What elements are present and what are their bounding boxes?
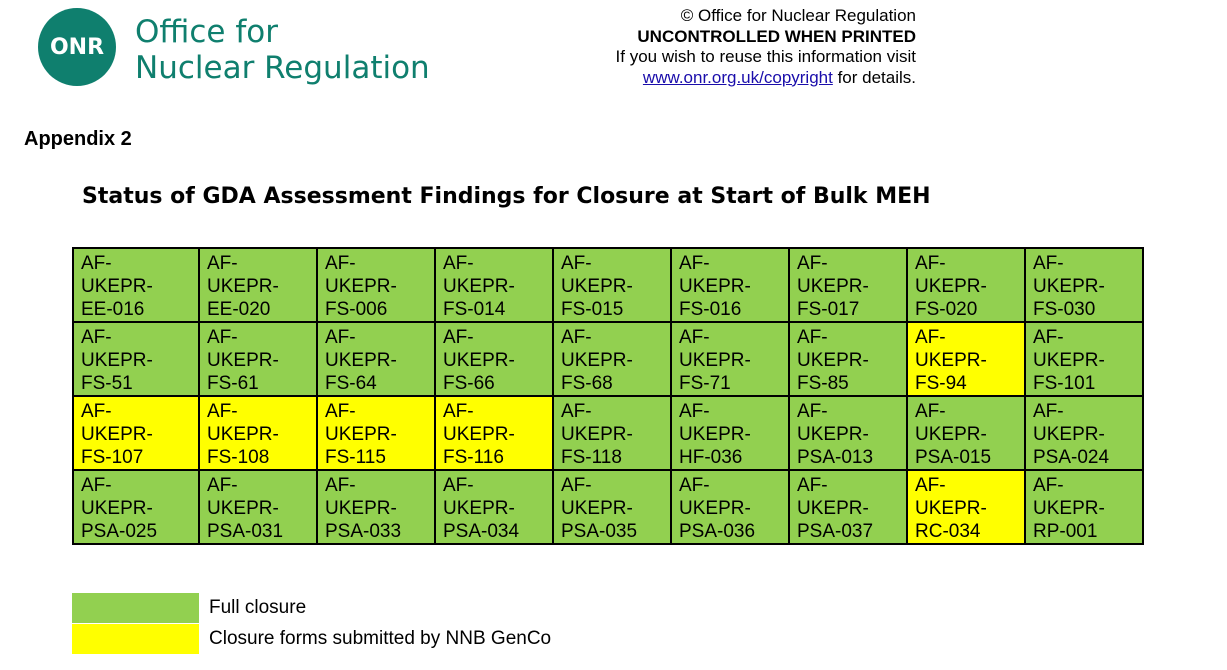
finding-text-line: UKEPR- — [561, 498, 633, 519]
finding-text-line: UKEPR- — [679, 424, 751, 445]
finding-text-line: UKEPR- — [81, 424, 153, 445]
finding-text-line: AF- — [561, 327, 592, 348]
finding-cell — [671, 322, 789, 396]
finding-text-line: AF- — [325, 253, 356, 274]
finding-text-line: AF- — [561, 253, 592, 274]
finding-cell — [907, 470, 1025, 544]
copyright-link[interactable]: www.onr.org.uk/copyright — [642, 67, 833, 87]
finding-text-line: FS-108 — [207, 447, 270, 468]
finding-text-line: AF- — [679, 475, 710, 496]
finding-cell — [553, 248, 671, 322]
onr-logo — [38, 8, 438, 88]
finding-text-line: AF- — [915, 475, 946, 496]
finding-text-line: UKEPR- — [325, 424, 397, 445]
finding-text-line: PSA-025 — [81, 521, 158, 542]
finding-cell — [199, 248, 317, 322]
finding-text-line: FS-51 — [81, 373, 133, 394]
finding-text-line: EE-020 — [207, 299, 271, 320]
finding-text-line: AF- — [679, 327, 710, 348]
copyright-notice — [616, 6, 916, 88]
finding-text-line: UKEPR- — [1033, 350, 1105, 371]
link-line — [616, 68, 916, 89]
legend-label: Closure forms submitted by NNB GenCo — [209, 627, 552, 649]
link-suffix: for details. — [832, 67, 916, 87]
finding-text-line: FS-006 — [325, 299, 388, 320]
finding-cell — [671, 396, 789, 470]
finding-text-line: UKEPR- — [443, 350, 515, 371]
logo-abbreviation: ONR — [49, 34, 105, 60]
finding-text-line: AF- — [915, 253, 946, 274]
finding-cell — [789, 470, 907, 544]
finding-cell — [317, 248, 435, 322]
finding-text-line: UKEPR- — [915, 498, 987, 519]
finding-text-line: FS-85 — [797, 373, 849, 394]
finding-text-line: RC-034 — [915, 521, 981, 542]
finding-cell — [789, 322, 907, 396]
table-row — [73, 322, 1143, 396]
copyright-line: © Office for Nuclear Regulation — [680, 6, 916, 25]
finding-text-line: UKEPR- — [207, 424, 279, 445]
finding-text-line: PSA-034 — [443, 521, 520, 542]
finding-text-line: HF-036 — [679, 447, 743, 468]
finding-text-line: UKEPR- — [443, 424, 515, 445]
finding-cell — [317, 396, 435, 470]
finding-text-line: AF- — [81, 253, 112, 274]
finding-text-line: FS-016 — [679, 299, 742, 320]
finding-text-line: PSA-024 — [1033, 447, 1110, 468]
finding-text-line: AF- — [797, 327, 828, 348]
finding-text-line: AF- — [443, 401, 474, 422]
finding-cell — [317, 470, 435, 544]
finding-text-line: FS-118 — [561, 447, 622, 468]
finding-text-line: UKEPR- — [81, 498, 153, 519]
finding-text-line: UKEPR- — [81, 350, 153, 371]
finding-text-line: AF- — [443, 327, 474, 348]
finding-text-line: UKEPR- — [325, 350, 397, 371]
finding-text-line: UKEPR- — [1033, 498, 1105, 519]
finding-text-line: AF- — [207, 253, 238, 274]
findings-table — [72, 247, 1144, 545]
finding-text-line: UKEPR- — [1033, 276, 1105, 297]
finding-text-line: UKEPR- — [679, 276, 751, 297]
finding-text-line: AF- — [1033, 327, 1064, 348]
finding-text-line: FS-017 — [797, 299, 860, 320]
findings-table-body — [73, 248, 1143, 544]
finding-text-line: AF- — [207, 327, 238, 348]
finding-text-line: UKEPR- — [207, 276, 279, 297]
finding-text-line: FS-015 — [561, 299, 624, 320]
finding-text-line: UKEPR- — [325, 498, 397, 519]
finding-text-line: FS-94 — [915, 373, 967, 394]
finding-text-line: PSA-037 — [797, 521, 874, 542]
finding-text-line: AF- — [797, 253, 828, 274]
legend — [72, 592, 551, 654]
finding-text-line: UKEPR- — [915, 424, 987, 445]
appendix-label: Appendix 2 — [24, 128, 132, 150]
finding-text-line: AF- — [797, 475, 828, 496]
finding-cell — [671, 470, 789, 544]
finding-text-line: AF- — [561, 475, 592, 496]
finding-text-line: UKEPR- — [443, 498, 515, 519]
finding-text-line: UKEPR- — [915, 350, 987, 371]
finding-cell — [553, 396, 671, 470]
finding-text-line: FS-020 — [915, 299, 978, 320]
finding-text-line: UKEPR- — [561, 424, 633, 445]
finding-text-line: AF- — [915, 401, 946, 422]
finding-text-line: AF- — [325, 475, 356, 496]
finding-cell — [907, 248, 1025, 322]
finding-text-line: PSA-035 — [561, 521, 638, 542]
finding-text-line: UKEPR- — [679, 350, 751, 371]
reuse-text: If you wish to reuse this information visit — [615, 47, 916, 66]
finding-text-line: UKEPR- — [207, 350, 279, 371]
finding-text-line: AF- — [443, 253, 474, 274]
legend-swatch-green — [72, 593, 199, 623]
legend-swatch-yellow — [72, 624, 199, 654]
finding-cell — [73, 322, 199, 396]
finding-cell — [199, 470, 317, 544]
finding-text-line: FS-64 — [325, 373, 377, 394]
finding-text-line: PSA-015 — [915, 447, 992, 468]
finding-text-line: AF- — [325, 327, 356, 348]
finding-text-line: UKEPR- — [81, 276, 153, 297]
finding-text-line: UKEPR- — [915, 276, 987, 297]
finding-text-line: FS-115 — [325, 447, 386, 468]
finding-text-line: PSA-036 — [679, 521, 756, 542]
finding-text-line: AF- — [679, 401, 710, 422]
table-row — [73, 396, 1143, 470]
finding-text-line: UKEPR- — [797, 350, 869, 371]
finding-cell — [435, 248, 553, 322]
finding-cell — [553, 470, 671, 544]
finding-text-line: AF- — [915, 327, 946, 348]
finding-cell — [199, 396, 317, 470]
finding-text-line: UKEPR- — [561, 350, 633, 371]
page-title: Status of GDA Assessment Findings for Closure at Start of Bulk MEH — [82, 184, 931, 209]
finding-text-line: FS-71 — [679, 373, 731, 394]
finding-cell — [789, 396, 907, 470]
finding-text-line: EE-016 — [81, 299, 145, 320]
finding-text-line: UKEPR- — [561, 276, 633, 297]
finding-text-line: FS-116 — [443, 447, 504, 468]
finding-text-line: AF- — [1033, 475, 1064, 496]
onr-logo-circle — [38, 8, 116, 86]
finding-cell — [73, 470, 199, 544]
finding-text-line: FS-101 — [1033, 373, 1096, 394]
finding-cell — [435, 470, 553, 544]
table-row — [73, 470, 1143, 544]
uncontrolled-notice: UNCONTROLLED WHEN PRINTED — [637, 26, 916, 46]
finding-text-line: AF- — [81, 401, 112, 422]
finding-cell — [907, 322, 1025, 396]
finding-text-line: FS-107 — [81, 447, 144, 468]
finding-cell — [789, 248, 907, 322]
finding-cell — [435, 396, 553, 470]
finding-text-line: RP-001 — [1033, 521, 1098, 542]
finding-text-line: AF- — [325, 401, 356, 422]
finding-text-line: FS-61 — [207, 373, 259, 394]
finding-cell — [199, 322, 317, 396]
finding-text-line: PSA-033 — [325, 521, 402, 542]
logo-line-2: Nuclear Regulation — [135, 50, 430, 86]
finding-text-line: UKEPR- — [207, 498, 279, 519]
finding-text-line: UKEPR- — [325, 276, 397, 297]
finding-cell — [1025, 396, 1143, 470]
logo-wordmark — [135, 14, 430, 86]
finding-text-line: PSA-013 — [797, 447, 874, 468]
finding-text-line: AF- — [797, 401, 828, 422]
finding-cell — [1025, 470, 1143, 544]
finding-text-line: FS-68 — [561, 373, 613, 394]
finding-text-line: AF- — [1033, 401, 1064, 422]
finding-text-line: AF- — [561, 401, 592, 422]
finding-text-line: AF- — [443, 475, 474, 496]
finding-cell — [907, 396, 1025, 470]
finding-cell — [435, 322, 553, 396]
finding-text-line: FS-014 — [443, 299, 506, 320]
finding-text-line: UKEPR- — [797, 276, 869, 297]
finding-cell — [73, 396, 199, 470]
finding-cell — [73, 248, 199, 322]
finding-text-line: AF- — [679, 253, 710, 274]
legend-item-forms-submitted — [72, 623, 551, 654]
finding-text-line: UKEPR- — [797, 424, 869, 445]
finding-text-line: AF- — [81, 327, 112, 348]
table-row — [73, 248, 1143, 322]
finding-text-line: AF- — [1033, 253, 1064, 274]
finding-text-line: UKEPR- — [797, 498, 869, 519]
finding-text-line: AF- — [207, 401, 238, 422]
finding-text-line: AF- — [81, 475, 112, 496]
finding-cell — [317, 322, 435, 396]
finding-cell — [671, 248, 789, 322]
finding-text-line: PSA-031 — [207, 521, 284, 542]
finding-text-line: AF- — [207, 475, 238, 496]
legend-label: Full closure — [209, 596, 307, 618]
finding-cell — [1025, 248, 1143, 322]
logo-line-1: Office for — [135, 14, 278, 50]
finding-text-line: UKEPR- — [1033, 424, 1105, 445]
finding-text-line: FS-66 — [443, 373, 495, 394]
legend-item-full-closure — [72, 592, 551, 623]
finding-text-line: FS-030 — [1033, 299, 1096, 320]
finding-text-line: UKEPR- — [679, 498, 751, 519]
finding-cell — [1025, 322, 1143, 396]
finding-cell — [553, 322, 671, 396]
finding-text-line: UKEPR- — [443, 276, 515, 297]
